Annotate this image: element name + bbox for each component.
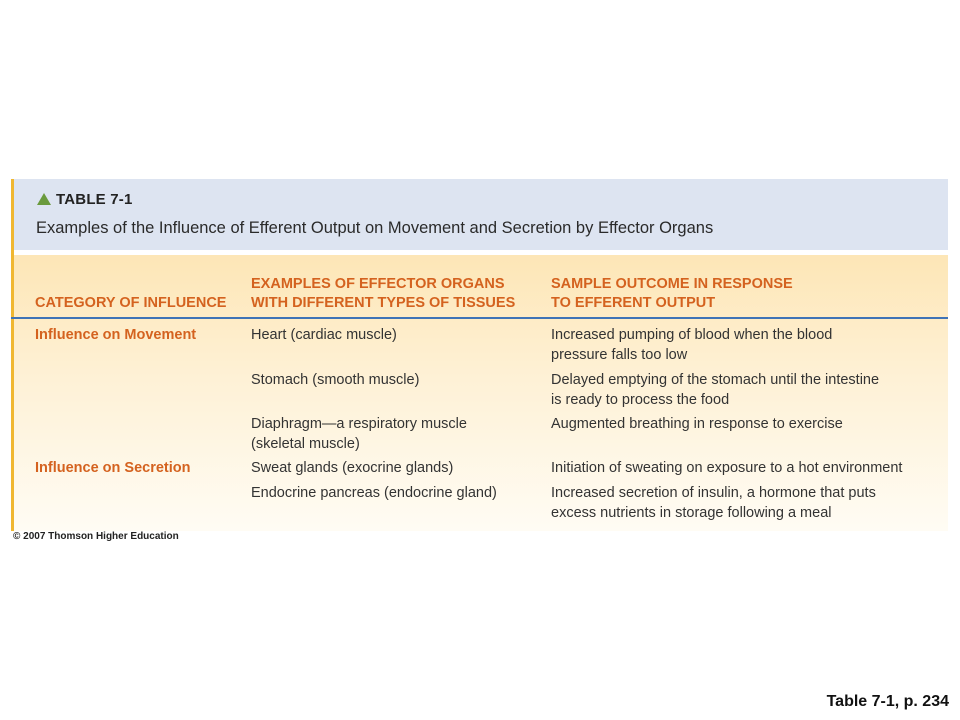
table-row-outcome bbox=[551, 370, 879, 410]
outcome-line: Increased secretion of insulin, a hormone that puts bbox=[551, 485, 876, 501]
organ-line: Diaphragm—a respiratory muscle bbox=[251, 416, 467, 432]
outcome-line: Initiation of sweating on exposure to a hot environment bbox=[551, 460, 903, 476]
header-rule bbox=[11, 317, 948, 319]
header-effector-line-2: WITH DIFFERENT TYPES OF TISSUES bbox=[251, 295, 516, 311]
header-category bbox=[35, 294, 226, 313]
table-7-1 bbox=[11, 179, 948, 531]
header-effector-organs bbox=[251, 275, 515, 313]
triangle-up-icon bbox=[37, 193, 51, 205]
table-row-organ bbox=[251, 325, 397, 345]
outcome-line: excess nutrients in storage following a meal bbox=[551, 505, 832, 521]
header-effector-line-1: EXAMPLES OF EFFECTOR ORGANS bbox=[251, 276, 505, 292]
outcome-line: pressure falls too low bbox=[551, 347, 688, 363]
outcome-line: Augmented breathing in response to exercise bbox=[551, 416, 843, 432]
table-header-row bbox=[14, 255, 948, 317]
table-row-outcome bbox=[551, 414, 843, 434]
table-row-outcome bbox=[551, 325, 832, 365]
outcome-line: is ready to process the food bbox=[551, 392, 730, 408]
outcome-line: Increased pumping of blood when the blood bbox=[551, 327, 833, 343]
table-row-organ bbox=[251, 458, 453, 478]
table-row-category: Influence on Movement bbox=[35, 327, 197, 343]
page-caption: Table 7-1, p. 234 bbox=[826, 693, 949, 710]
organ-line: Heart (cardiac muscle) bbox=[251, 327, 397, 343]
table-row-organ bbox=[251, 483, 497, 503]
table-number: TABLE 7-1 bbox=[56, 191, 133, 208]
table-row-organ bbox=[251, 370, 419, 390]
outcome-line: Delayed emptying of the stomach until the intestine bbox=[551, 372, 880, 388]
table-title: Examples of the Influence of Efferent Output on Movement and Secretion by Effector Organs bbox=[36, 219, 714, 237]
header-outcome bbox=[551, 275, 793, 313]
organ-line: Sweat glands (exocrine glands) bbox=[251, 460, 454, 476]
header-outcome-line-1: SAMPLE OUTCOME IN RESPONSE bbox=[551, 276, 793, 292]
table-row-outcome bbox=[551, 483, 876, 523]
table-row-organ bbox=[251, 414, 467, 454]
table-row-category: Influence on Secretion bbox=[35, 460, 191, 476]
header-outcome-line-2: TO EFFERENT OUTPUT bbox=[551, 295, 716, 311]
table-body bbox=[14, 255, 948, 531]
copyright-notice: © 2007 Thomson Higher Education bbox=[13, 531, 179, 542]
table-row-outcome bbox=[551, 458, 902, 478]
organ-line: Endocrine pancreas (endocrine gland) bbox=[251, 485, 497, 501]
header-category-line: CATEGORY OF INFLUENCE bbox=[35, 295, 227, 311]
table-title-block bbox=[14, 179, 948, 250]
organ-line: Stomach (smooth muscle) bbox=[251, 372, 420, 388]
organ-line: (skeletal muscle) bbox=[251, 436, 360, 452]
